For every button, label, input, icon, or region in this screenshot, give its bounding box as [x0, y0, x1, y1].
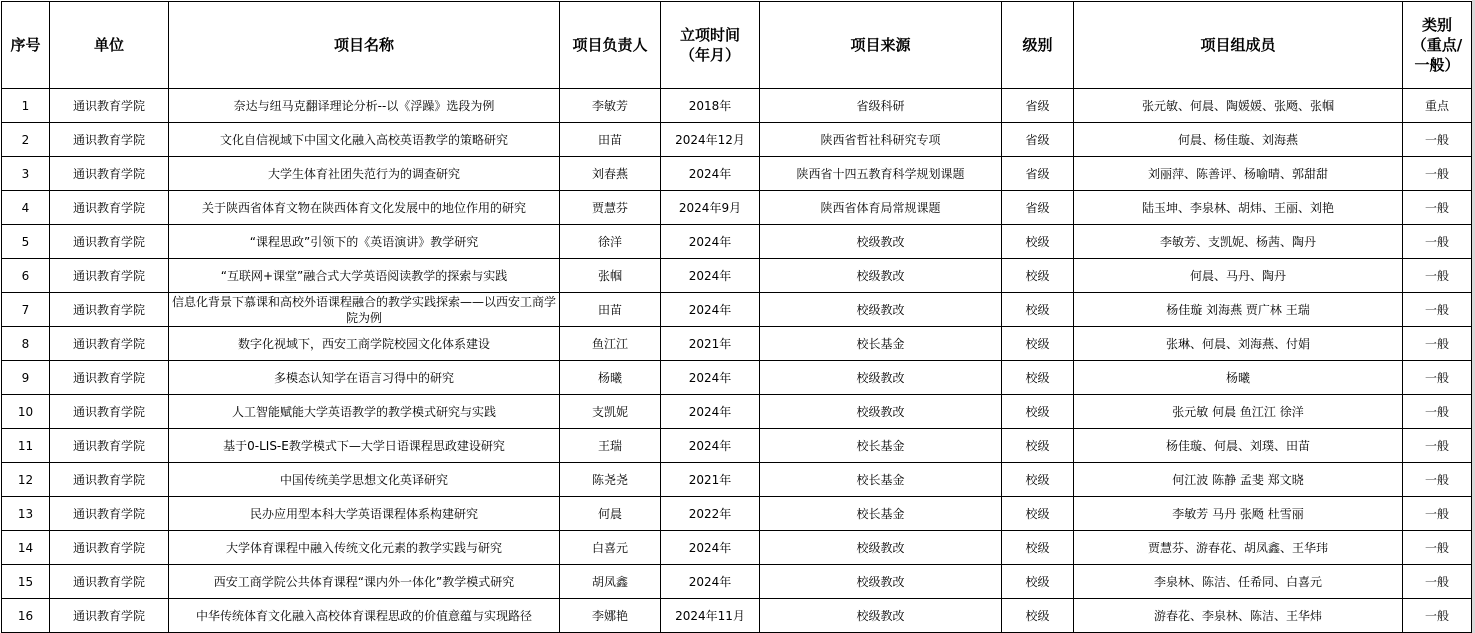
- cell-source: 陕西省哲社科研究专项: [760, 123, 1002, 157]
- cell-category: 一般: [1403, 123, 1472, 157]
- cell-level: 校级: [1002, 463, 1074, 497]
- cell-project-name: 信息化背景下慕课和高校外语课程融合的教学实践探索——以西安工商学院为例: [169, 293, 560, 327]
- cell-project-name: “互联网+课堂”融合式大学英语阅读教学的探索与实践: [169, 259, 560, 293]
- cell-leader: 刘春燕: [560, 157, 661, 191]
- cell-unit: 通识教育学院: [50, 429, 169, 463]
- cell-level: 省级: [1002, 157, 1074, 191]
- cell-unit: 通识教育学院: [50, 191, 169, 225]
- cell-source: 校长基金: [760, 429, 1002, 463]
- cell-level: 校级: [1002, 327, 1074, 361]
- cell-seq: 13: [2, 497, 50, 531]
- cell-approval-time: 2024年: [661, 225, 760, 259]
- cell-unit: 通识教育学院: [50, 123, 169, 157]
- cell-leader: 张帼: [560, 259, 661, 293]
- cell-level: 校级: [1002, 395, 1074, 429]
- cell-level: 校级: [1002, 531, 1074, 565]
- header-approval-time: 立项时间 （年月）: [661, 2, 760, 89]
- cell-project-name: 人工智能赋能大学英语教学的教学模式研究与实践: [169, 395, 560, 429]
- cell-leader: 田苗: [560, 293, 661, 327]
- cell-approval-time: 2024年: [661, 531, 760, 565]
- cell-source: 陕西省十四五教育科学规划课题: [760, 157, 1002, 191]
- cell-leader: 胡凤鑫: [560, 565, 661, 599]
- cell-seq: 7: [2, 293, 50, 327]
- cell-approval-time: 2024年12月: [661, 123, 760, 157]
- table-row: [2, 463, 1472, 497]
- cell-members: 李泉林、陈洁、任希同、白喜元: [1074, 565, 1403, 599]
- cell-project-name: 文化自信视域下中国文化融入高校英语教学的策略研究: [169, 123, 560, 157]
- cell-members: 张元敏 何晨 鱼江江 徐洋: [1074, 395, 1403, 429]
- cell-project-name: 中华传统体育文化融入高校体育课程思政的价值意蕴与实现路径: [169, 599, 560, 633]
- cell-unit: 通识教育学院: [50, 361, 169, 395]
- cell-approval-time: 2024年: [661, 565, 760, 599]
- cell-category: 一般: [1403, 531, 1472, 565]
- cell-seq: 9: [2, 361, 50, 395]
- cell-level: 校级: [1002, 429, 1074, 463]
- cell-category: 一般: [1403, 599, 1472, 633]
- table-row: [2, 191, 1472, 225]
- cell-source: 校长基金: [760, 497, 1002, 531]
- cell-approval-time: 2022年: [661, 497, 760, 531]
- cell-leader: 白喜元: [560, 531, 661, 565]
- cell-category: 一般: [1403, 463, 1472, 497]
- cell-project-name: 基于0-LIS-E教学模式下—大学日语课程思政建设研究: [169, 429, 560, 463]
- cell-seq: 15: [2, 565, 50, 599]
- cell-category: 一般: [1403, 327, 1472, 361]
- cell-leader: 李娜艳: [560, 599, 661, 633]
- cell-source: 陕西省体育局常规课题: [760, 191, 1002, 225]
- cell-unit: 通识教育学院: [50, 497, 169, 531]
- project-table: [1, 1, 1472, 633]
- cell-source: 校级教改: [760, 565, 1002, 599]
- cell-leader: 贾慧芬: [560, 191, 661, 225]
- table-row: [2, 395, 1472, 429]
- cell-leader: 田苗: [560, 123, 661, 157]
- cell-project-name: 大学生体育社团失范行为的调查研究: [169, 157, 560, 191]
- cell-project-name: 中国传统美学思想文化英译研究: [169, 463, 560, 497]
- cell-unit: 通识教育学院: [50, 293, 169, 327]
- cell-project-name: 关于陕西省体育文物在陕西体育文化发展中的地位作用的研究: [169, 191, 560, 225]
- cell-source: 校级教改: [760, 531, 1002, 565]
- cell-approval-time: 2024年: [661, 429, 760, 463]
- cell-members: 杨佳璇 刘海燕 贾广林 王瑞: [1074, 293, 1403, 327]
- cell-members: 何江波 陈静 孟斐 郑文晓: [1074, 463, 1403, 497]
- header-leader: 项目负责人: [560, 2, 661, 89]
- cell-members: 贾慧芬、游春花、胡凤鑫、王华玮: [1074, 531, 1403, 565]
- header-category: 类别 （重点/ 一般）: [1403, 2, 1472, 89]
- table-row: [2, 565, 1472, 599]
- cell-unit: 通识教育学院: [50, 531, 169, 565]
- cell-leader: 何晨: [560, 497, 661, 531]
- table-row: [2, 89, 1472, 123]
- cell-level: 校级: [1002, 225, 1074, 259]
- cell-level: 校级: [1002, 259, 1074, 293]
- table-row: [2, 599, 1472, 633]
- table-row: [2, 123, 1472, 157]
- header-source: 项目来源: [760, 2, 1002, 89]
- cell-seq: 10: [2, 395, 50, 429]
- cell-project-name: 西安工商学院公共体育课程“课内外一体化”教学模式研究: [169, 565, 560, 599]
- cell-leader: 徐洋: [560, 225, 661, 259]
- header-row: [2, 2, 1472, 89]
- cell-seq: 11: [2, 429, 50, 463]
- cell-category: 一般: [1403, 497, 1472, 531]
- cell-unit: 通识教育学院: [50, 463, 169, 497]
- cell-seq: 3: [2, 157, 50, 191]
- header-unit: 单位: [50, 2, 169, 89]
- cell-level: 校级: [1002, 293, 1074, 327]
- cell-project-name: 民办应用型本科大学英语课程体系构建研究: [169, 497, 560, 531]
- cell-approval-time: 2021年: [661, 463, 760, 497]
- cell-leader: 杨曦: [560, 361, 661, 395]
- table-row: [2, 361, 1472, 395]
- cell-source: 校级教改: [760, 259, 1002, 293]
- cell-level: 校级: [1002, 361, 1074, 395]
- cell-approval-time: 2021年: [661, 327, 760, 361]
- cell-unit: 通识教育学院: [50, 225, 169, 259]
- table-row: [2, 293, 1472, 327]
- cell-source: 校长基金: [760, 463, 1002, 497]
- cell-members: 李敏芳、支凯妮、杨茜、陶丹: [1074, 225, 1403, 259]
- cell-level: 省级: [1002, 123, 1074, 157]
- cell-level: 校级: [1002, 565, 1074, 599]
- cell-leader: 王瑞: [560, 429, 661, 463]
- cell-leader: 鱼江江: [560, 327, 661, 361]
- cell-leader: 支凯妮: [560, 395, 661, 429]
- cell-members: 何晨、马丹、陶丹: [1074, 259, 1403, 293]
- cell-seq: 1: [2, 89, 50, 123]
- cell-project-name: “课程思政”引领下的《英语演讲》教学研究: [169, 225, 560, 259]
- cell-category: 一般: [1403, 361, 1472, 395]
- cell-approval-time: 2024年: [661, 293, 760, 327]
- table-row: [2, 259, 1472, 293]
- cell-unit: 通识教育学院: [50, 259, 169, 293]
- cell-level: 校级: [1002, 497, 1074, 531]
- cell-unit: 通识教育学院: [50, 89, 169, 123]
- cell-members: 杨曦: [1074, 361, 1403, 395]
- cell-seq: 4: [2, 191, 50, 225]
- cell-project-name: 大学体育课程中融入传统文化元素的教学实践与研究: [169, 531, 560, 565]
- cell-approval-time: 2018年: [661, 89, 760, 123]
- cell-category: 一般: [1403, 429, 1472, 463]
- table-row: [2, 327, 1472, 361]
- cell-category: 一般: [1403, 191, 1472, 225]
- cell-leader: 李敏芳: [560, 89, 661, 123]
- cell-level: 省级: [1002, 89, 1074, 123]
- cell-category: 一般: [1403, 565, 1472, 599]
- cell-approval-time: 2024年: [661, 259, 760, 293]
- cell-leader: 陈尧尧: [560, 463, 661, 497]
- cell-members: 陆玉坤、李泉林、胡炜、王丽、刘艳: [1074, 191, 1403, 225]
- table-row: [2, 157, 1472, 191]
- cell-source: 省级科研: [760, 89, 1002, 123]
- cell-source: 校级教改: [760, 225, 1002, 259]
- cell-approval-time: 2024年: [661, 361, 760, 395]
- cell-members: 李敏芳 马丹 张飏 杜雪丽: [1074, 497, 1403, 531]
- cell-seq: 16: [2, 599, 50, 633]
- cell-category: 一般: [1403, 395, 1472, 429]
- cell-seq: 12: [2, 463, 50, 497]
- cell-level: 省级: [1002, 191, 1074, 225]
- cell-seq: 5: [2, 225, 50, 259]
- cell-seq: 2: [2, 123, 50, 157]
- cell-category: 重点: [1403, 89, 1472, 123]
- cell-category: 一般: [1403, 259, 1472, 293]
- cell-members: 何晨、杨佳璇、刘海燕: [1074, 123, 1403, 157]
- cell-project-name: 奈达与纽马克翻译理论分析--以《浮躁》选段为例: [169, 89, 560, 123]
- header-level: 级别: [1002, 2, 1074, 89]
- cell-members: 刘丽萍、陈善评、杨喻晴、郭甜甜: [1074, 157, 1403, 191]
- cell-unit: 通识教育学院: [50, 565, 169, 599]
- cell-project-name: 数字化视域下，西安工商学院校园文化体系建设: [169, 327, 560, 361]
- cell-members: 杨佳璇、何晨、刘璞、田苗: [1074, 429, 1403, 463]
- cell-source: 校级教改: [760, 361, 1002, 395]
- cell-unit: 通识教育学院: [50, 157, 169, 191]
- cell-source: 校级教改: [760, 395, 1002, 429]
- cell-members: 游春花、李泉林、陈洁、王华炜: [1074, 599, 1403, 633]
- table-row: [2, 531, 1472, 565]
- cell-unit: 通识教育学院: [50, 327, 169, 361]
- table-row: [2, 497, 1472, 531]
- table-row: [2, 225, 1472, 259]
- cell-approval-time: 2024年11月: [661, 599, 760, 633]
- cell-project-name: 多模态认知学在语言习得中的研究: [169, 361, 560, 395]
- cell-unit: 通识教育学院: [50, 395, 169, 429]
- cell-category: 一般: [1403, 157, 1472, 191]
- cell-seq: 8: [2, 327, 50, 361]
- cell-category: 一般: [1403, 293, 1472, 327]
- cell-members: 张琳、何晨、刘海燕、付娟: [1074, 327, 1403, 361]
- cell-approval-time: 2024年: [661, 395, 760, 429]
- cell-source: 校级教改: [760, 599, 1002, 633]
- cell-level: 校级: [1002, 599, 1074, 633]
- cell-source: 校级教改: [760, 293, 1002, 327]
- cell-approval-time: 2024年9月: [661, 191, 760, 225]
- table-row: [2, 429, 1472, 463]
- cell-category: 一般: [1403, 225, 1472, 259]
- cell-seq: 14: [2, 531, 50, 565]
- header-members: 项目组成员: [1074, 2, 1403, 89]
- cell-source: 校长基金: [760, 327, 1002, 361]
- cell-unit: 通识教育学院: [50, 599, 169, 633]
- header-project-name: 项目名称: [169, 2, 560, 89]
- cell-seq: 6: [2, 259, 50, 293]
- header-seq: 序号: [2, 2, 50, 89]
- cell-members: 张元敏、何晨、陶媛媛、张飏、张帼: [1074, 89, 1403, 123]
- cell-approval-time: 2024年: [661, 157, 760, 191]
